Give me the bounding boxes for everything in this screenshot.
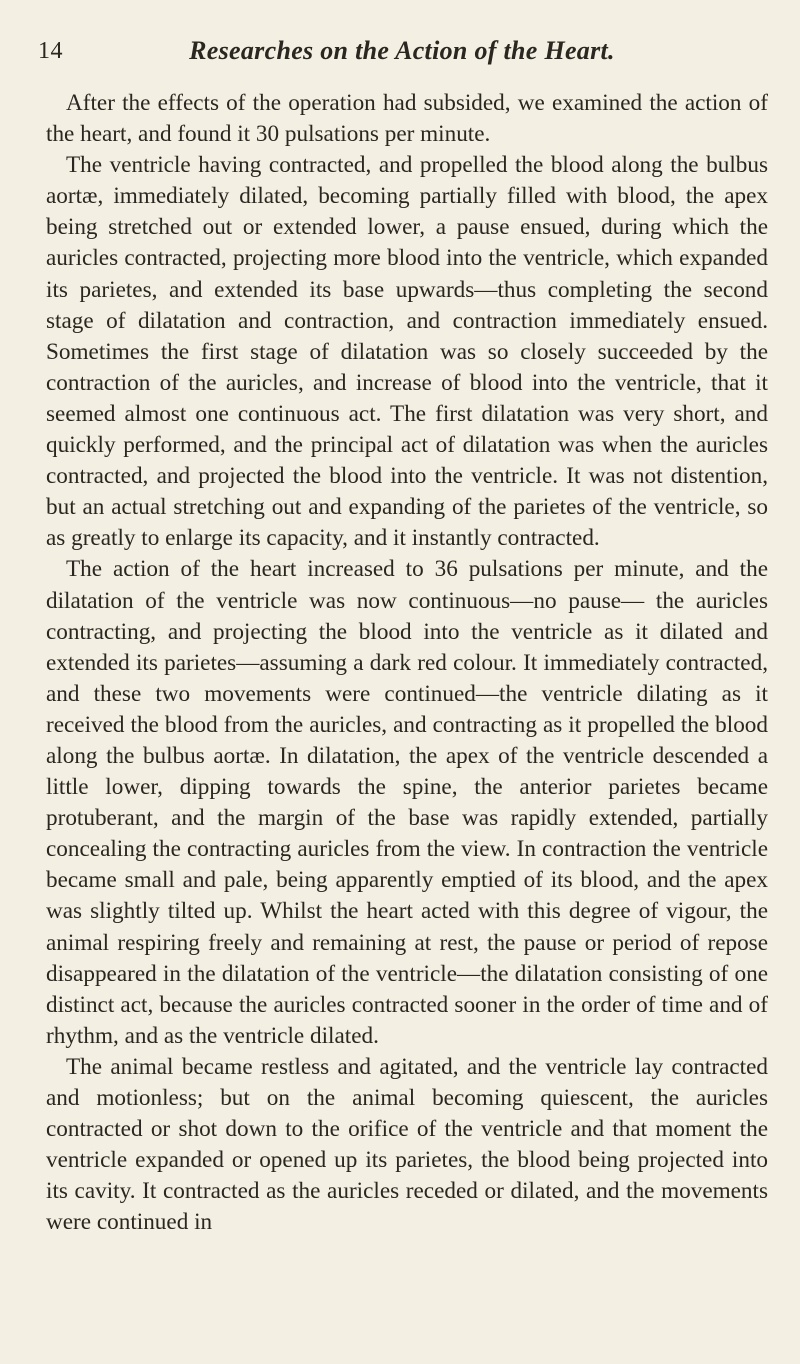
paragraph: The animal became restless and agitated, and the ventricle lay contracted and motionless; but on the animal becoming quiescent, the auricles contracted or shot down to the orifice of the ventricle and that moment the ventricle expanded or opened up its parietes, the blood being projected into its cavity. It contracted as the auricles receded or dilated, and the movements were continued in	[46, 1053, 768, 1236]
page-number: 14	[38, 38, 63, 64]
running-title: Researches on the Action of the Heart.	[189, 36, 615, 65]
paragraph: The action of the heart increased to 36 pulsations per minute, and the dilatation of the ventricle was now continuous—no pause— the auricles contracting, and projecting the blood into the ventricle as it dilated and extended its parietes—assuming a dark red colour. It immediately contracted, and these two movements were continued—the ventricle dilating as it received the blood from the auricles, and contracting as it propelled the blood along the bulbus aortæ. In dilatation, the apex of the ventricle descended a little lower, dipping towards the spine, the anterior parietes became protuberant, and the margin of the base was rapidly extended, partially concealing the contracting auricles from the view. In contraction the ventricle became small and pale, being apparently emptied of its blood, and the apex was slightly tilted up. Whilst the heart acted with this degree of vigour, the animal respiring freely and remaining at rest, the pause or period of repose disappeared in the dilatation of the ventricle—the dilatation consisting of one distinct act, because the auricles contracted sooner in the order of time and of rhythm, and as the ventricle dilated.	[46, 556, 768, 1049]
page-header	[38, 34, 766, 74]
paragraph: After the effects of the operation had subsided, we examined the action of the heart, and found it 30 pulsations per minute.	[46, 90, 768, 148]
paragraph: The ventricle having contracted, and propelled the blood along the bulbus aortæ, immediately dilated, becoming partially filled with blood, the apex being stretched out or extended lower, a pause ensued, during which the auricles contracted, projecting more blood into the ventricle, which expanded its parietes, and extended its base upwards—thus completing the second stage of dilatation and contraction, and contraction immediately ensued. Sometimes the first stage of dilatation was so closely succeeded by the contraction of the auricles, and increase of blood into the ventricle, that it seemed almost one continuous act. The first dilatation was very short, and quickly performed, and the principal act of dilatation was when the auricles contracted, and projected the blood into the ventricle. It was not distention, but an actual stretching out and expanding of the parietes of the ventricle, so as greatly to enlarge its capacity, and it instantly contracted.	[46, 152, 768, 552]
body-text	[46, 88, 768, 1238]
